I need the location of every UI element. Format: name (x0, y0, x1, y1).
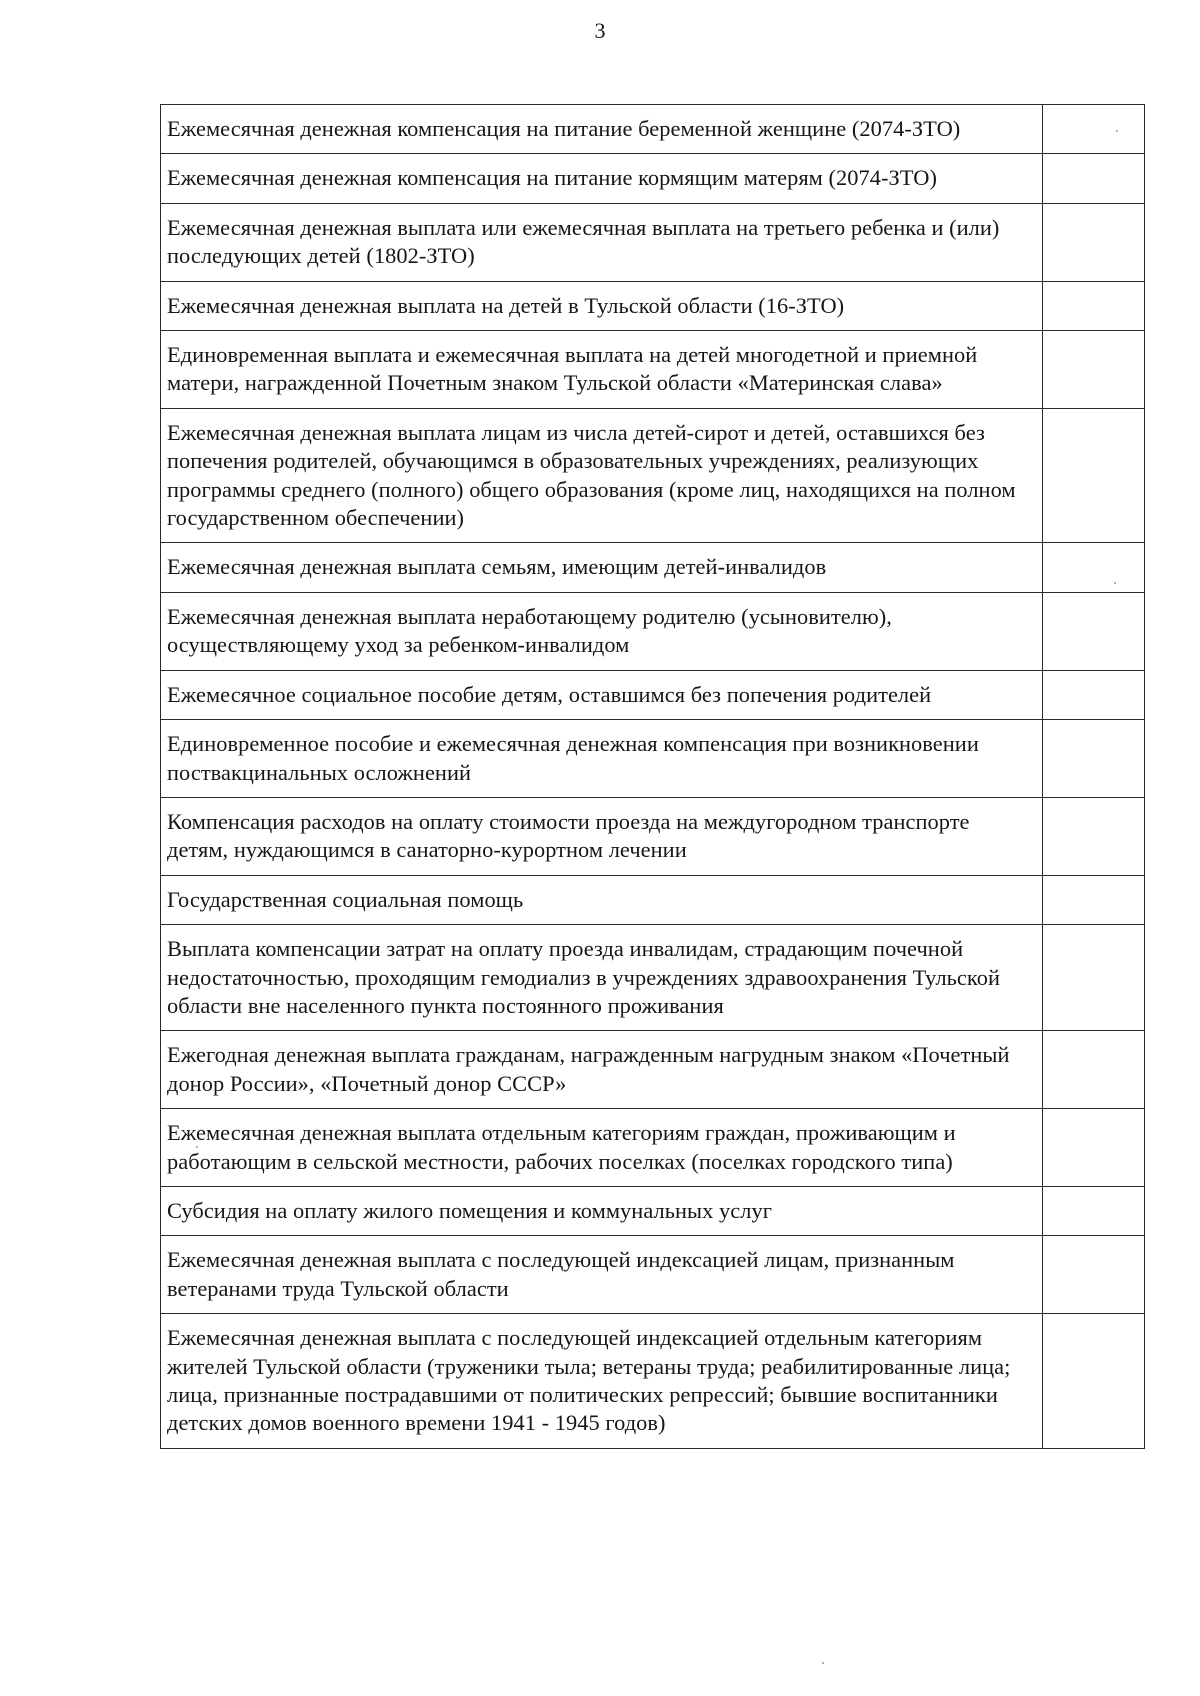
mark-cell[interactable] (1043, 543, 1145, 592)
table-row (161, 203, 1145, 281)
benefit-name-cell: Ежемесячная денежная выплата лицам из числа детей-сирот и детей, оставшихся без попечения родителей, обучающимся в образовательных учреждениях, реализующих программы среднего (полного) общего образования (кроме лиц, находящихся на полном государственном обеспечении) (161, 408, 1043, 543)
benefit-name-cell: Ежегодная денежная выплата гражданам, награжденным нагрудным знаком «Почетный донор России», «Почетный донор СССР» (161, 1031, 1043, 1109)
benefits-table-body (161, 105, 1145, 1449)
benefit-name-cell: Ежемесячная денежная выплата с последующей индексацией лицам, признанным ветеранами труда Тульской области (161, 1236, 1043, 1314)
scan-speck (1114, 582, 1116, 584)
table-row (161, 875, 1145, 924)
mark-cell[interactable] (1043, 154, 1145, 203)
mark-cell[interactable] (1043, 875, 1145, 924)
benefit-name-cell: Ежемесячная денежная выплата на детей в Тульской области (16-ЗТО) (161, 281, 1043, 330)
mark-cell[interactable] (1043, 1314, 1145, 1449)
benefit-name-cell: Единовременная выплата и ежемесячная выплата на детей многодетной и приемной матери, награжденной Почетным знаком Тульской области «Материнская слава» (161, 331, 1043, 409)
benefit-name-cell: Ежемесячная денежная выплата отдельным категориям граждан, проживающим и работающим в сельской местности, рабочих поселках (поселках городского типа) (161, 1109, 1043, 1187)
mark-cell[interactable] (1043, 670, 1145, 719)
scan-speck (822, 1662, 824, 1664)
table-row (161, 281, 1145, 330)
benefit-name-cell: Ежемесячная денежная компенсация на питание кормящим матерям (2074-ЗТО) (161, 154, 1043, 203)
page-number: 3 (594, 18, 606, 43)
mark-cell[interactable] (1043, 408, 1145, 543)
benefit-name-cell: Ежемесячное социальное пособие детям, оставшимся без попечения родителей (161, 670, 1043, 719)
scan-speck (196, 1146, 198, 1148)
table-row (161, 408, 1145, 543)
mark-cell[interactable] (1043, 203, 1145, 281)
mark-cell[interactable] (1043, 105, 1145, 154)
mark-cell[interactable] (1043, 925, 1145, 1031)
table-row (161, 592, 1145, 670)
scan-speck (1116, 130, 1118, 132)
benefit-name-cell: Единовременное пособие и ежемесячная денежная компенсация при возникновении поствакцинальных осложнений (161, 720, 1043, 798)
benefit-name-cell: Государственная социальная помощь (161, 875, 1043, 924)
table-row (161, 1314, 1145, 1449)
table-row (161, 925, 1145, 1031)
table-row (161, 105, 1145, 154)
mark-cell[interactable] (1043, 592, 1145, 670)
benefit-name-cell: Ежемесячная денежная компенсация на питание беременной женщине (2074-ЗТО) (161, 105, 1043, 154)
mark-cell[interactable] (1043, 797, 1145, 875)
mark-cell[interactable] (1043, 1236, 1145, 1314)
benefit-name-cell: Ежемесячная денежная выплата или ежемесячная выплата на третьего ребенка и (или) последующих детей (1802-ЗТО) (161, 203, 1043, 281)
table-row (161, 797, 1145, 875)
benefit-name-cell: Ежемесячная денежная выплата с последующей индексацией отдельным категориям жителей Тульской области (труженики тыла; ветераны труда; реабилитированные лица; лица, признанные пострадавшими от политических репрессий; бывшие воспитанники детских домов военного времени 1941 - 1945 годов) (161, 1314, 1043, 1449)
mark-cell[interactable] (1043, 331, 1145, 409)
table-row (161, 1236, 1145, 1314)
table-row (161, 543, 1145, 592)
table-row (161, 1031, 1145, 1109)
mark-cell[interactable] (1043, 1109, 1145, 1187)
mark-cell[interactable] (1043, 1031, 1145, 1109)
table-row (161, 670, 1145, 719)
benefit-name-cell: Ежемесячная денежная выплата семьям, имеющим детей-инвалидов (161, 543, 1043, 592)
benefit-name-cell: Компенсация расходов на оплату стоимости проезда на междугородном транспорте детям, нуждающимся в санаторно-курортном лечении (161, 797, 1043, 875)
table-row (161, 720, 1145, 798)
mark-cell[interactable] (1043, 720, 1145, 798)
benefit-name-cell: Ежемесячная денежная выплата неработающему родителю (усыновителю), осуществляющему уход за ребенком-инвалидом (161, 592, 1043, 670)
mark-cell[interactable] (1043, 1186, 1145, 1235)
benefits-table (160, 104, 1145, 1449)
table-row (161, 154, 1145, 203)
mark-cell[interactable] (1043, 281, 1145, 330)
table-row (161, 331, 1145, 409)
table-row (161, 1109, 1145, 1187)
benefit-name-cell: Субсидия на оплату жилого помещения и коммунальных услуг (161, 1186, 1043, 1235)
table-row (161, 1186, 1145, 1235)
benefit-name-cell: Выплата компенсации затрат на оплату проезда инвалидам, страдающим почечной недостаточностью, проходящим гемодиализ в учреждениях здравоохранения Тульской области вне населенного пункта постоянного проживания (161, 925, 1043, 1031)
